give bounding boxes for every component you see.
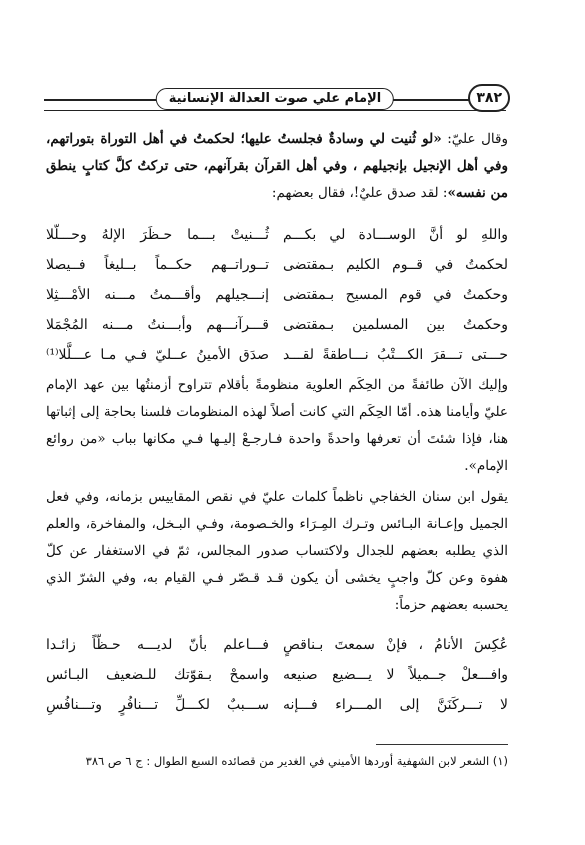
intro-quote: «لو ثُنيت لي وسادةٌ فجلستُ عليها؛ لحكمتُ في أهل التوراة بتوراتهم، وفي أهل الإنجيل بإنجيلهم ، وفي أهل القرآن بقرآنهم، حتى تركتُ كلَّ كتابٍ ينطق من نفسه» [46,131,508,201]
verse-right: وافـــعلْ جــميلاً لا يـــضيع صنيعه [283,667,508,683]
paragraph-2: يقول ابن سنان الخفاجي ناظماً كلمات عليّ في نقص المقاييس بزمانه، وفي فعل الجميل وإعـانة البـائس وتـرك المِـرَاء والخـصومة، وفـي البـخل، والمفاخرة، والعلم الذي يطلبه بعضهم للجدال ولاكتساب صدور المجالس، ثمّ في الاستغفار عن كلّ هفوة وعن كلّ واجبٍ يخشى أن يكون قـد قـصّر فـي القيام به، وفي الشرّ الذي يحسبه بعضهم حزماً: [46,489,508,613]
verse-left: ثُـــنيتْ بـــما حـظَرَ الإلهُ وحـــلّلا [46,227,269,243]
intro-paragraph [46,126,508,207]
verse-left: واسمحْ بـقوّتك للـضعيف البـائس [46,667,269,683]
verse-right: وحكمتُ بين المسلمين بـمقتضى [283,317,508,333]
header-title: الإمام علي صوت العدالة الإنسانية [156,88,394,110]
verse-right: واللهِ لو أنَّ الوســـادة لي بكـــم [283,227,508,243]
verse-left: قـــرآنـــهم وأبـــنتُ مـــنه المُجْمَلا [46,317,269,333]
verse-row [46,660,508,690]
verse-left: ســـببٌ لكـــلِّ تـــنافُرٍ وتـــنافُسِ [46,697,269,713]
verse-left: صدَق الأمينُ عــليّ فـي مـا عـــلَّلا⁽¹⁾ [46,347,269,363]
page-number: ٣٨٢ [468,84,510,112]
footnote: (١) الشعر لابن الشهفية أوردها الأميني في الغدير من قصائده السبع الطوال : ج ٦ ص ٣٨٦ [85,754,508,768]
verse-row [46,250,508,280]
footnote-rule [376,744,508,745]
verse-row [46,690,508,720]
verse-right: لحكمتُ في قــوم الكليم بـمقتضى [283,257,508,273]
verse-right: عُكِسَ الأنامُ ، فإنْ سمعتَ بـناقصٍ [283,637,508,653]
verse-row [46,340,508,370]
verse-row [46,630,508,660]
verse-row [46,220,508,250]
verse-left: فـــاعلم بأنّ لديـــه حـظّاً زائـدا [46,637,269,653]
verse-row [46,280,508,310]
header-rule-thin [44,110,506,111]
paragraph-1: وإليك الآن طائفةً من الحِكَم العلوية منظومةً بأقلام تتراوح أزمنتُها بين عهد الإمام عليّ وأيامنا هذه. أمّا الحِكَم التي كانت أصلاً لهذه المنظومات فلسنا بحاجة إلى إثباتها هنا، فإذا شئتَ أن تعرفها واحدةً واحدة فـارجـعْ إليـها فـي مكانها بباب «من روائع الإمام». [46,377,508,474]
intro-tail: : لقد صدق عليٌ!، فقال بعضهم: [271,185,448,201]
poem-2 [46,630,508,720]
verse-left: إنـــجيلهم وأقـــمتُ مـــنه الأمْـــثِلا [46,287,269,303]
verse-left: تــوراتــهم حكــماً بــليغاً فــيصلا [46,257,269,273]
poem-1 [46,220,508,370]
intro-lead: وقال عليّ: [441,131,508,147]
verse-row [46,310,508,340]
verse-right: وحكمتُ في قوم المسيح بـمقتضى [283,287,508,303]
running-header [44,86,506,114]
verse-right: حـــتى تـــقرَ الكـــتْبُ نـــاطقةً لقـــد [283,347,508,363]
verse-right: لا تـــركَنَنَّ إلى المـــراء فـــإنه [283,697,508,713]
